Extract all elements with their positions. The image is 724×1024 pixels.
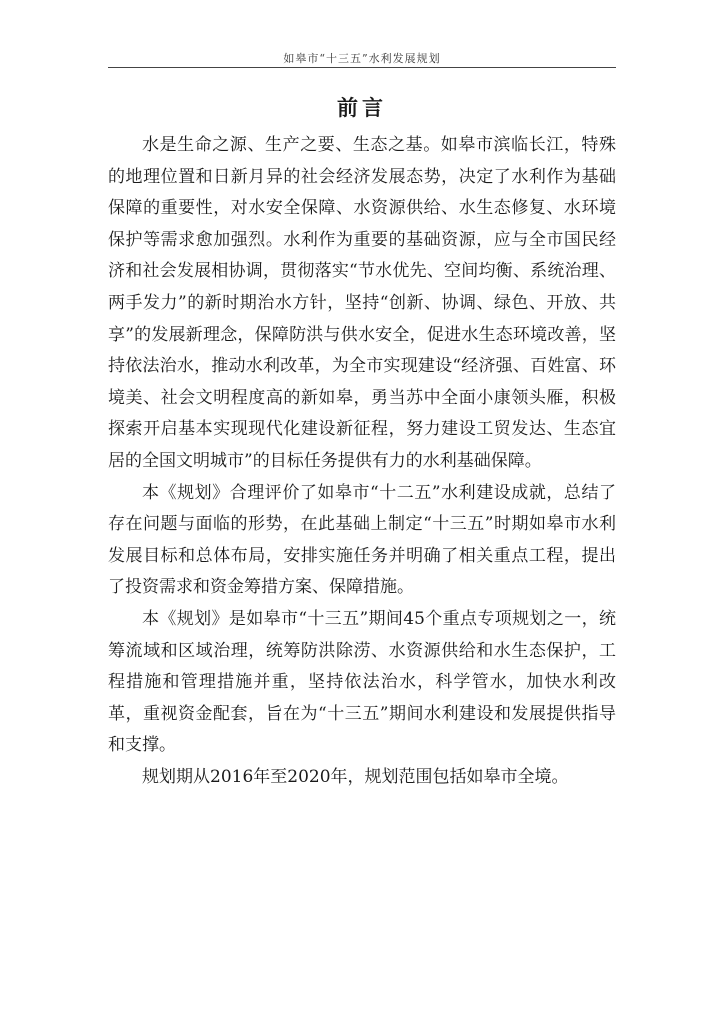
paragraph: 本《规划》是如皋市“十三五”期间45个重点专项规划之一，统筹流域和区域治理，统筹防洪除涝、水资源供给和水生态保护，工程措施和管理措施并重，坚持依法治水，科学管水，加快水利改革，重视资金配套，旨在为“十三五”期间水利建设和发展提供指导和支撑。 <box>108 608 616 756</box>
paragraph: 水是生命之源、生产之要、生态之基。如皋市滨临长江，特殊的地理位置和日新月异的社会经济发展态势，决定了水利作为基础保障的重要性，对水安全保障、水资源供给、水生态修复、水环境保护等需求愈加强烈。水利作为重要的基础资源，应与全市国民经济和社会发展相协调，贯彻落实“节水优先、空间均衡、系统治理、两手发力”的新时期治水方针，坚持“创新、协调、绿色、开放、共享”的发展新理念，保障防洪与供水安全，促进水生态环境改善，坚持依法治水，推动水利改革，为全市实现建设“经济强、百姓富、环境美、社会文明程度高的新如皋，勇当苏中全面小康领头雁，积极探索开启基本实现现代化建设新征程，努力建设工贸发达、生态宜居的全国文明城市”的目标任务提供有力的水利基础保障。 <box>108 135 616 471</box>
paragraph: 规划期从2016年至2020年，规划范围包括如皋市全境。 <box>142 766 569 787</box>
paragraph: 本《规划》合理评价了如皋市“十二五”水利建设成就，总结了存在问题与面临的形势，在此基础上制定“十三五”时期如皋市水利发展目标和总体布局，安排实施任务并明确了相关重点工程，提出了投资需求和资金筹措方案、保障措施。 <box>108 482 616 598</box>
page-title: 前言 <box>337 95 387 120</box>
header-divider <box>108 67 616 68</box>
running-header: 如皋市“十三五”水利发展规划 <box>283 52 441 65</box>
document-body <box>108 130 616 793</box>
